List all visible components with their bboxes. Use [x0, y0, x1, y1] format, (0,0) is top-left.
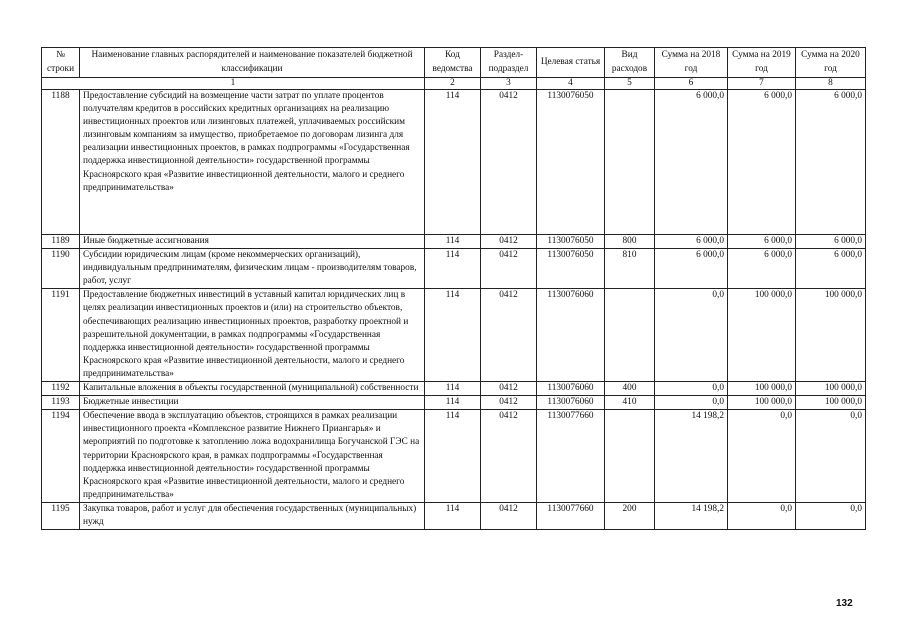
- row-sum-2020: 100 000,0: [796, 382, 866, 396]
- row-name: Субсидии юридическим лицам (кроме некоммерческих организаций), индивидуальным предпринимателям, физическим лицам - производителям товаров, работ, услуг: [80, 249, 425, 289]
- row-article: 1130077660: [537, 410, 605, 503]
- row-name: Капитальные вложения в объекты государственной (муниципальной) собственности: [80, 382, 425, 396]
- header-num: № строки: [42, 48, 80, 78]
- header-row: [42, 48, 866, 78]
- table-row: [42, 90, 866, 235]
- row-exp-type: 200: [605, 502, 655, 529]
- row-sum-2020: 6 000,0: [796, 235, 866, 249]
- row-sum-2020: 0,0: [796, 502, 866, 529]
- colnum-7: 7: [728, 78, 796, 90]
- row-name: Обеспечение ввода в эксплуатацию объектов, строящихся в рамках реализации инвестиционного проекта «Комплексное развитие Нижнего Приангарья» и мероприятий по подготовке к затоплению ложа водохранилища Богучанской ГЭС на территории Красноярского края, в рамках подпрограммы «Государственная поддержка инвестиционной деятельности» государственной программы Красноярского края «Развитие инвестиционной деятельности, малого и среднего предпринимательства»: [80, 410, 425, 503]
- row-section: 0412: [481, 249, 537, 289]
- row-sum-2019: 0,0: [728, 502, 796, 529]
- row-exp-type: 410: [605, 396, 655, 410]
- row-section: 0412: [481, 382, 537, 396]
- table-row: [42, 382, 866, 396]
- header-section: Раздел-подраздел: [481, 48, 537, 78]
- row-dept: 114: [425, 289, 481, 382]
- table-row: [42, 396, 866, 410]
- row-sum-2018: 0,0: [655, 382, 728, 396]
- row-article: 1130077660: [537, 502, 605, 529]
- row-sum-2020: 0,0: [796, 410, 866, 503]
- row-dept: 114: [425, 90, 481, 235]
- row-dept: 114: [425, 382, 481, 396]
- header-sum-2020: Сумма на 2020 год: [796, 48, 866, 78]
- row-sum-2018: 14 198,2: [655, 502, 728, 529]
- row-section: 0412: [481, 502, 537, 529]
- row-sum-2018: 6 000,0: [655, 249, 728, 289]
- header-sum-2019: Сумма на 2019 год: [728, 48, 796, 78]
- row-sum-2019: 100 000,0: [728, 396, 796, 410]
- header-exp-type: Вид расходов: [605, 48, 655, 78]
- row-dept: 114: [425, 235, 481, 249]
- row-exp-type: 800: [605, 235, 655, 249]
- row-number: 1191: [42, 289, 80, 382]
- row-exp-type: [605, 410, 655, 503]
- row-number: 1188: [42, 90, 80, 235]
- row-dept: 114: [425, 396, 481, 410]
- row-sum-2019: 0,0: [728, 410, 796, 503]
- row-section: 0412: [481, 410, 537, 503]
- row-number: 1194: [42, 410, 80, 503]
- row-sum-2018: 6 000,0: [655, 90, 728, 235]
- table-row: [42, 410, 866, 503]
- row-exp-type: [605, 289, 655, 382]
- table-row: [42, 249, 866, 289]
- colnum-8: 8: [796, 78, 866, 90]
- row-sum-2018: 14 198,2: [655, 410, 728, 503]
- row-article: 1130076050: [537, 235, 605, 249]
- row-section: 0412: [481, 90, 537, 235]
- row-dept: 114: [425, 249, 481, 289]
- row-number: 1193: [42, 396, 80, 410]
- colnum-3: 3: [481, 78, 537, 90]
- table-row: [42, 502, 866, 529]
- row-name: Бюджетные инвестиции: [80, 396, 425, 410]
- row-sum-2019: 6 000,0: [728, 90, 796, 235]
- row-name: Предоставление субсидий на возмещение части затрат по уплате процентов получателям кредитов в российских кредитных организациях на реализацию инвестиционных проектов или лизинговых платежей, уплачиваемых российским лизинговым компаниям за имущество, приобретаемое по договорам лизинга для реализации инвестиционных проектов, в рамках подпрограммы «Государственная поддержка инвестиционной деятельности» государственной программы Красноярского края «Развитие инвестиционной деятельности, малого и среднего предпринимательства»: [80, 90, 425, 235]
- row-sum-2018: 6 000,0: [655, 235, 728, 249]
- row-article: 1130076060: [537, 396, 605, 410]
- colnum-2: 2: [425, 78, 481, 90]
- row-name: Иные бюджетные ассигнования: [80, 235, 425, 249]
- colnum-5: 5: [605, 78, 655, 90]
- row-article: 1130076060: [537, 382, 605, 396]
- column-numbers-row: [42, 78, 866, 90]
- row-sum-2018: 0,0: [655, 396, 728, 410]
- row-sum-2020: 100 000,0: [796, 396, 866, 410]
- colnum-1: 1: [42, 78, 425, 90]
- row-sum-2019: 100 000,0: [728, 289, 796, 382]
- row-name: Предоставление бюджетных инвестиций в уставный капитал юридических лиц в целях реализации инвестиционных проектов и (или) на строительство объектов, обеспечивающих реализацию инвестиционных проектов, разработку проектной и разрешительной документации, в рамках подпрограммы «Государственная поддержка инвестиционной деятельности» государственной программы Красноярского края «Развитие инвестиционной деятельности, малого и среднего предпринимательства»: [80, 289, 425, 382]
- row-number: 1192: [42, 382, 80, 396]
- row-sum-2020: 6 000,0: [796, 249, 866, 289]
- row-number: 1189: [42, 235, 80, 249]
- colnum-4: 4: [537, 78, 605, 90]
- row-dept: 114: [425, 502, 481, 529]
- row-article: 1130076050: [537, 90, 605, 235]
- row-sum-2019: 6 000,0: [728, 235, 796, 249]
- row-sum-2018: 0,0: [655, 289, 728, 382]
- row-sum-2019: 100 000,0: [728, 382, 796, 396]
- header-sum-2018: Сумма на 2018 год: [655, 48, 728, 78]
- colnum-6: 6: [655, 78, 728, 90]
- row-number: 1190: [42, 249, 80, 289]
- row-sum-2020: 6 000,0: [796, 90, 866, 235]
- row-exp-type: 400: [605, 382, 655, 396]
- row-exp-type: [605, 90, 655, 235]
- row-article: 1130076050: [537, 249, 605, 289]
- row-number: 1195: [42, 502, 80, 529]
- row-article: 1130076060: [537, 289, 605, 382]
- page-number: 132: [836, 598, 853, 609]
- row-dept: 114: [425, 410, 481, 503]
- row-exp-type: 810: [605, 249, 655, 289]
- budget-table: [41, 47, 866, 530]
- header-dept: Код ведомства: [425, 48, 481, 78]
- row-section: 0412: [481, 289, 537, 382]
- row-sum-2020: 100 000,0: [796, 289, 866, 382]
- row-section: 0412: [481, 396, 537, 410]
- table-row: [42, 235, 866, 249]
- table-row: [42, 289, 866, 382]
- row-name: Закупка товаров, работ и услуг для обеспечения государственных (муниципальных) нужд: [80, 502, 425, 529]
- row-section: 0412: [481, 235, 537, 249]
- header-article: Целевая статья: [537, 48, 605, 78]
- header-name: Наименование главных распорядителей и наименование показателей бюджетной классификации: [80, 48, 425, 78]
- row-sum-2019: 6 000,0: [728, 249, 796, 289]
